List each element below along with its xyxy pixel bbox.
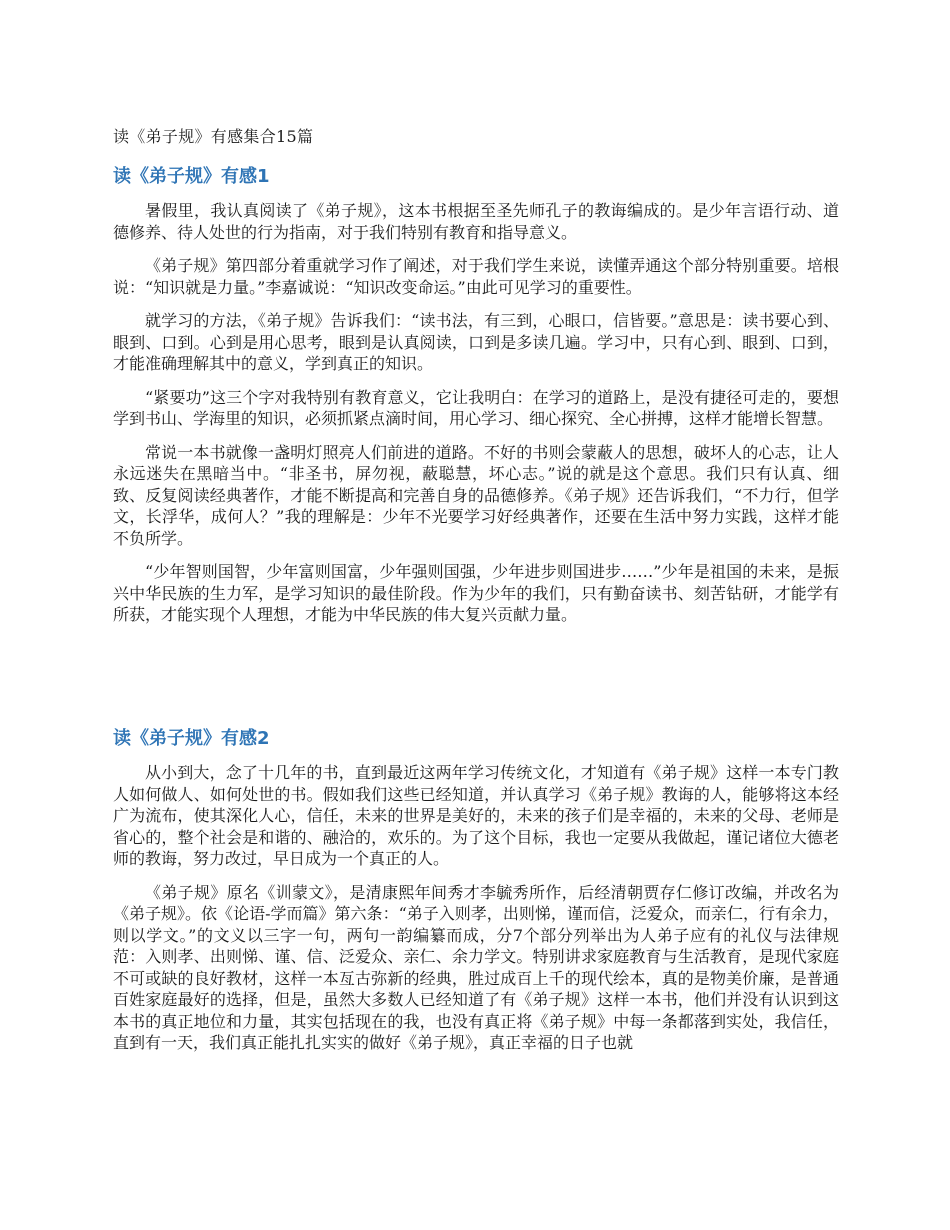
paragraph: “少年智则国智，少年富则国富，少年强则国强，少年进步则国进步……”少年是祖国的未来，是振兴中华民族的生力军，是学习知识的最佳阶段。作为少年的我们，只有勤奋读书、刻苦钻研，才能学有所获，才能实现个人理想，才能为中华民族的伟大复兴贡献力量。 [113, 562, 839, 624]
section-heading: 读《弟子规》有感2 [113, 728, 270, 749]
paragraph: 就学习的方法，《弟子规》告诉我们：“读书法，有三到，心眼口，信皆要。”意思是：读书要心到、眼到、口到。心到是用心思考，眼到是认真阅读，口到是多读几遍。学习中，只有心到、眼到、口到，才能准确理解其中的意义，学到真正的知识。 [113, 311, 839, 373]
document-title: 读《弟子规》有感集合15篇 [113, 127, 314, 146]
paragraph: “紧要功”这三个字对我特别有教育意义，它让我明白：在学习的道路上，是没有捷径可走的，要想学到书山、学海里的知识，必须抓紧点滴时间，用心学习、细心探究、全心拼搏，这样才能增长智慧。 [113, 387, 839, 428]
section-1 [113, 164, 839, 638]
paragraph: 《弟子规》原名《训蒙文》，是清康熙年间秀才李毓秀所作，后经清朝贾存仁修订改编，并改名为《弟子规》。依《论语-学而篇》第六条：“弟子入则孝，出则悌，谨而信，泛爱众，而亲仁，行有余力，则以学文。”的文义以三字一句，两句一韵编纂而成，分7个部分列举出为人弟子应有的礼仪与法律规范：入则孝、出则悌、谨、信、泛爱众、亲仁、余力学文。特别讲求家庭教育与生活教育，是现代家庭不可或缺的良好教材，这样一本亙古弥新的经典，胜过成百上千的现代绘本，真的是物美价廉，是普通百姓家庭最好的选择，但是，虽然大多数人已经知道了有《弟子规》这样一本书，他们并没有认识到这本书的真正地位和力量，其实包括现在的我，也没有真正将《弟子规》中每一条都落到实处，我信任，直到有一天，我们真正能扎扎实实的做好《弟子规》，真正幸福的日子也就 [113, 882, 839, 1052]
paragraph: 常说一本书就像一盏明灯照亮人们前进的道路。不好的书则会蒙蔽人的思想，破坏人的心志，让人永远迷失在黑暗当中。“非圣书，屏勿视，蔽聪慧，坏心志。”说的就是这个意思。我们只有认真、细致、反复阅读经典著作，才能不断提高和完善自身的品德修养。《弟子规》还告诉我们，“不力行，但学文，长浮华，成何人？”我的理解是：少年不光要学习好经典著作，还要在生活中努力实践，这样才能不负所学。 [113, 442, 839, 548]
paragraph: 《弟子规》第四部分着重就学习作了阐述，对于我们学生来说，读懂弄通这个部分特别重要。培根说：“知识就是力量。”李嘉诚说：“知识改变命运。”由此可见学习的重要性。 [113, 256, 839, 297]
paragraph: 暑假里，我认真阅读了《弟子规》，这本书根据至圣先师孔子的教诲编成的。是少年言语行动、道德修养、待人处世的行为指南，对于我们特别有教育和指导意义。 [113, 201, 839, 242]
section-2 [113, 726, 839, 1066]
section-heading: 读《弟子规》有感1 [113, 166, 270, 187]
paragraph: 从小到大，念了十几年的书，直到最近这两年学习传统文化，才知道有《弟子规》这样一本专门教人如何做人、如何处世的书。假如我们这些已经知道，并认真学习《弟子规》教诲的人，能够将这本经广为流布，使其深化人心，信任，未来的世界是美好的，未来的孩子们是幸福的，未来的父母、老师是省心的，整个社会是和谐的、融洽的，欢乐的。为了这个目标，我也一定要从我做起，谨记诸位大德老师的教诲，努力改过，早日成为一个真正的人。 [113, 763, 839, 868]
